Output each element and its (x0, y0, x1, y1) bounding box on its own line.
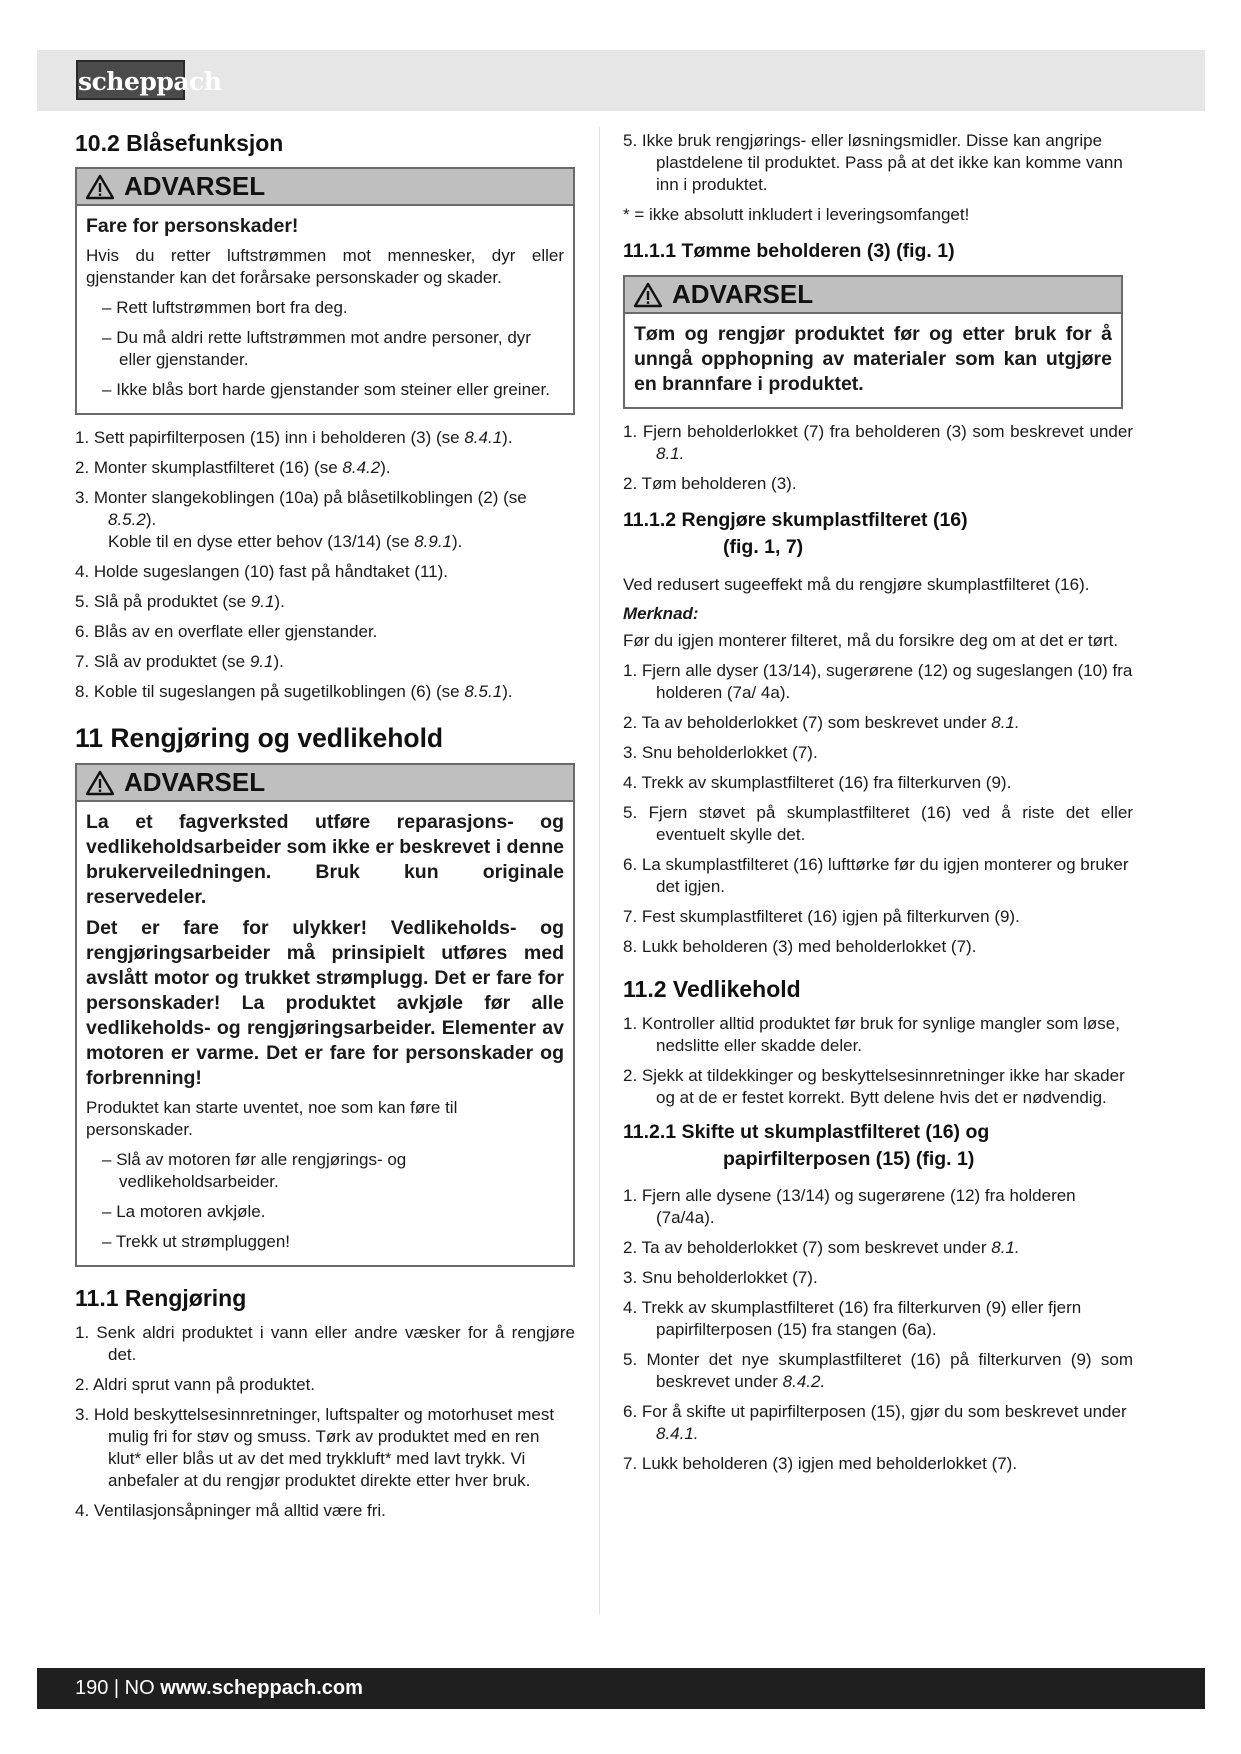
dash-item: – Ikke blås bort harde gjenstander som steiner eller greiner. (102, 380, 550, 399)
list-item: 5. Monter det nye skumplastfilteret (16) på filterkurven (9) som beskrevet under 8.4.2. (623, 1350, 1133, 1392)
list-item: 1. Fjern alle dysene (13/14) og sugerørene (12) fra holderen (7a/4a). (623, 1186, 1076, 1228)
list-item: 3. Snu beholderlokket (7). (623, 1268, 818, 1288)
warning-text: Hvis du retter luftstrømmen mot mennesker, dyr eller gjenstander kan det forårsake personskader og skader. (86, 246, 564, 287)
warning-label: ADVARSEL (124, 171, 266, 201)
section-title-11-2-1: 11.2.1 Skifte ut skumplastfilteret (16) og papirfilterposen (15) (fig. 1) (623, 1120, 990, 1170)
section-title-11-1: 11.1 Rengjøring (75, 1285, 247, 1311)
dash-item: – Rett luftstrømmen bort fra deg. (102, 298, 348, 317)
warning-box-11-1-1 (623, 275, 1123, 409)
list-item: 3. Snu beholderlokket (7). (623, 742, 818, 762)
warning-subtitle: Fare for personskader! (86, 215, 299, 237)
warning-dash-list (86, 297, 564, 401)
list-item: 6. For å skifte ut papirfilterposen (15), gjør du som beskrevet under 8.4.1. (623, 1402, 1127, 1444)
list-item: 1. Kontroller alltid produktet før bruk for synlige mangler som løse, nedslitte eller skadde deler. (623, 1013, 1120, 1055)
warning-bold-text: La et fagverksted utføre reparasjons- og vedlikeholdsarbeider som ikke er beskrevet i denne brukerveiledningen. Bruk kun originale reservedeler. (86, 811, 564, 908)
list-item: 2. Monter skumplastfilteret (16) (se 8.4.2). (75, 458, 391, 477)
steps-11-1-cont (623, 130, 1133, 196)
warning-bold-text: Det er fare for ulykker! Vedlikeholds- og rengjøringsarbeider må prinsipielt utføres med avslått motor og trukket strømplugg. Det er fare for personskader! La produktet avkjøle før alle vedlikeholds- og rengjøringsarbeider. Elementer av motoren er varme. Det er fare for personskader og forbrenning! (86, 917, 564, 1089)
warning-header (77, 169, 573, 206)
warning-triangle-icon (633, 282, 663, 308)
list-item: 4. Trekk av skumplastfilteret (16) fra filterkurven (9). (623, 772, 1012, 792)
dash-item: – Du må aldri rette luftstrømmen mot andre personer, dyr eller gjenstander. (102, 328, 531, 369)
chapter-title-11: 11 Rengjøring og vedlikehold (75, 723, 444, 753)
section-title-11-1-2: 11.1.2 Rengjøre skumplastfilteret (16) (fig. 1, 7) (623, 509, 968, 559)
warning-header (625, 277, 1121, 314)
list-item: 7. Slå av produktet (se 9.1). (75, 652, 284, 671)
dash-item: – Slå av motoren før alle rengjørings- og vedlikeholdsarbeider. (102, 1150, 407, 1191)
list-item: 4. Trekk av skumplastfilteret (16) fra filterkurven (9) eller fjern papirfilterposen (15) fra stangen (6a). (623, 1298, 1082, 1340)
list-item: 1. Senk aldri produktet i vann eller andre væsker for å rengjøre det. (75, 1323, 575, 1364)
scheppach-logo: scheppach (76, 60, 185, 100)
section-text: Ved redusert sugeeffekt må du rengjøre skumplastfilteret (16). (623, 574, 1090, 594)
list-item: 5. Ikke bruk rengjørings- eller løsningsmidler. Disse kan angripe plastdelene til produktet. Pass på at det ikke kan komme vann inn i produktet. (623, 131, 1123, 194)
header-band (37, 50, 1205, 111)
list-item: 4. Holde sugeslangen (10) fast på håndtaket (11). (75, 562, 448, 581)
list-item: 6. Blås av en overflate eller gjenstander. (75, 622, 378, 641)
section-title-10-2: 10.2 Blåsefunksjon (75, 130, 284, 156)
page-number: 190 | NO (75, 1677, 155, 1699)
list-item: 1. Fjern alle dyser (13/14), sugerørene (12) og sugeslangen (10) fra holderen (7a/ 4a). (623, 660, 1133, 702)
warning-label: ADVARSEL (672, 279, 814, 309)
list-item: 6. La skumplastfilteret (16) lufttørke før du igjen monterer og bruker det igjen. (623, 854, 1129, 896)
list-item: 2. Ta av beholderlokket (7) som beskrevet under 8.1. (623, 712, 1020, 732)
warning-dash-list (86, 1149, 564, 1253)
list-item: 8. Lukk beholderen (3) med beholderlokket (7). (623, 936, 977, 956)
list-item: 2. Aldri sprut vann på produktet. (75, 1375, 316, 1394)
warning-bold-text: Tøm og rengjør produktet før og etter bruk for å unngå opphopning av materialer som kan utgjøre en brannfare i produktet. (634, 323, 1112, 395)
steps-11-2-1 (623, 1185, 1133, 1475)
list-item: 1. Fjern beholderlokket (7) fra beholderen (3) som beskrevet under 8.1. (623, 422, 1133, 463)
list-item: 5. Slå på produktet (se 9.1). (75, 592, 285, 611)
steps-11-1-1 (623, 421, 1133, 495)
list-item: 4. Ventilasjonsåpninger må alltid være fri. (75, 1501, 386, 1520)
list-item: 2. Sjekk at tildekkinger og beskyttelsesinnretninger ikke har skader og at de er festet korrekt. Bytt delene hvis det er nødvendig. (623, 1065, 1125, 1107)
right-column (623, 130, 1133, 1483)
section-title-11-2: 11.2 Vedlikehold (623, 975, 801, 1002)
steps-11-2 (623, 1013, 1133, 1109)
footer-bar (37, 1668, 1205, 1709)
warning-header (77, 765, 573, 802)
list-item: 8. Koble til sugeslangen på sugetilkoblingen (6) (se 8.5.1). (75, 682, 513, 701)
footnote: * = ikke absolutt inkludert i leveringsomfanget! (623, 205, 970, 224)
left-column (75, 130, 575, 1530)
list-item: 2. Ta av beholderlokket (7) som beskrevet under 8.1. (623, 1238, 1020, 1258)
steps-11-1-2 (623, 660, 1133, 958)
dash-item: – Trekk ut strømpluggen! (102, 1232, 291, 1251)
note-label: Merknad: (623, 603, 699, 623)
warning-label: ADVARSEL (124, 767, 266, 797)
list-item: 3. Hold beskyttelsesinnretninger, luftspalter og motorhuset mest mulig fri for støv og smuss. Tørk av produktet med en ren klut* eller blås ut av det med trykkluft* med lavt trykk. Vi anbefaler at du rengjør produktet direkte etter hver bruk. (75, 1405, 555, 1490)
list-item: 7. Lukk beholderen (3) igjen med beholderlokket (7). (623, 1454, 1018, 1474)
column-divider (599, 127, 600, 1615)
dash-item: – La motoren avkjøle. (102, 1202, 266, 1221)
list-item: 5. Fjern støvet på skumplastfilteret (16) ved å riste det eller eventuelt skylle det. (623, 802, 1133, 844)
warning-box-10-2 (75, 167, 575, 415)
list-item: 2. Tøm beholderen (3). (623, 474, 797, 493)
warning-text: Produktet kan starte uventet, noe som kan føre til personskader. (86, 1098, 458, 1139)
warning-triangle-icon (85, 770, 115, 796)
warning-triangle-icon (85, 174, 115, 200)
steps-11-1 (75, 1322, 575, 1522)
list-item: 3. Monter slangekoblingen (10a) på blåsetilkoblingen (2) (se 8.5.2). Koble til en dyse etter behov (13/14) (se 8.9.1). (75, 488, 527, 551)
steps-10-2 (75, 427, 575, 703)
footer-url[interactable]: www.scheppach.com (160, 1677, 363, 1699)
warning-box-11 (75, 763, 575, 1267)
note-text: Før du igjen monterer filteret, må du forsikre deg om at det er tørt. (623, 630, 1119, 650)
section-title-11-1-1: 11.1.1 Tømme beholderen (3) (fig. 1) (623, 240, 955, 262)
list-item: 7. Fest skumplastfilteret (16) igjen på filterkurven (9). (623, 906, 1020, 926)
list-item: 1. Sett papirfilterposen (15) inn i beholderen (3) (se 8.4.1). (75, 428, 513, 447)
